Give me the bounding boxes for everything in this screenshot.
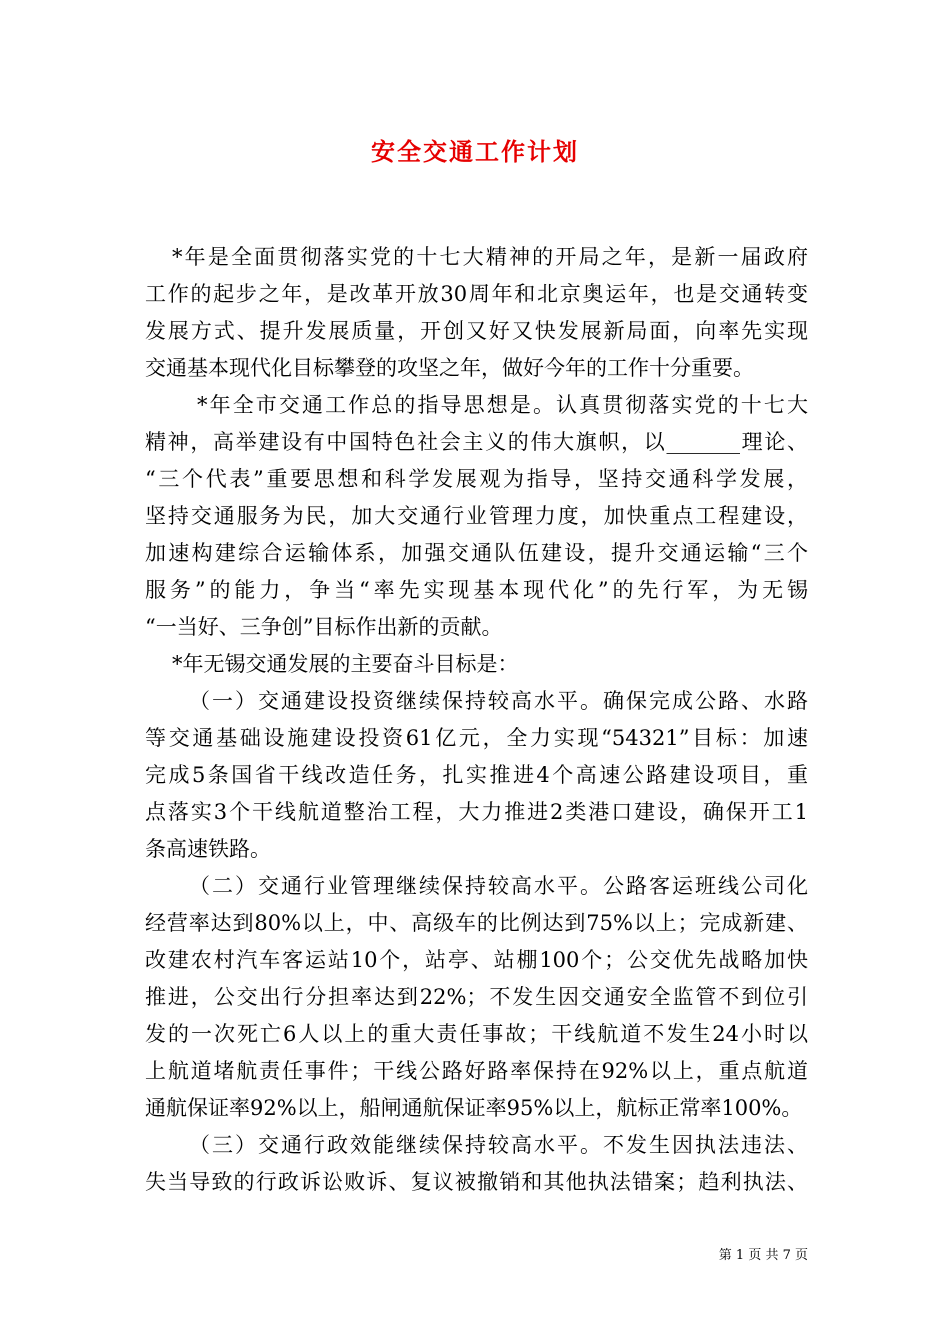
text-line: “一当好、三争创”目标作出新的贡献。 — [145, 615, 503, 639]
text-line: 发展方式、提升发展质量，开创又好又快发展新局面，向率先实现 — [145, 319, 808, 343]
text-line: （二）交通行业管理继续保持较高水平。公路客运班线公司化 — [189, 874, 808, 898]
text-line: 服务”的能力，争当“率先实现基本现代化”的先行军，为无锡 — [145, 578, 808, 602]
text-line: 失当导致的行政诉讼败诉、复议被撤销和其他执法错案；趋利执法、 — [145, 1170, 808, 1194]
paragraph-guiding-ideology — [145, 387, 808, 646]
text-line: 精神，高举建设有中国特色社会主义的伟大旗帜，以_______理论、 — [145, 430, 808, 454]
text-line: 坚持交通服务为民，加大交通行业管理力度，加快重点工程建设， — [145, 504, 808, 528]
text-line: 改建农村汽车客运站10个，站亭、站棚100个；公交优先战略加快 — [145, 948, 808, 972]
text-line: 点落实3个干线航道整治工程，大力推进2类港口建设，确保开工1 — [145, 800, 808, 824]
text-line: 等交通基础设施建设投资61亿元，全力实现“54321”目标：加速 — [145, 726, 808, 750]
document-title: 安全交通工作计划 — [371, 137, 579, 166]
text-line: *年无锡交通发展的主要奋斗目标是： — [172, 652, 519, 676]
paragraph-goal-2 — [145, 868, 808, 1127]
text-line: （三）交通行政效能继续保持较高水平。不发生因执法违法、 — [189, 1133, 808, 1157]
text-line: 通航保证率92%以上，船闸通航保证率95%以上，航标正常率100%。 — [145, 1096, 803, 1120]
text-line: *年全市交通工作总的指导思想是。认真贯彻落实党的十七大 — [197, 393, 808, 417]
paragraph-goal-3 — [145, 1127, 808, 1201]
text-line: 发的一次死亡6人以上的重大责任事故；干线航道不发生24小时以 — [145, 1022, 808, 1046]
text-line: *年是全面贯彻落实党的十七大精神的开局之年，是新一届政府 — [172, 245, 808, 269]
text-line: 工作的起步之年，是改革开放30周年和北京奥运年，也是交通转变 — [145, 282, 808, 306]
text-line: 条高速铁路。 — [145, 837, 271, 861]
text-line: 上航道堵航责任事件；干线公路好路率保持在92%以上，重点航道 — [145, 1059, 808, 1083]
text-line: 推进，公交出行分担率达到22%；不发生因交通安全监管不到位引 — [145, 985, 808, 1009]
text-line: 交通基本现代化目标攀登的攻坚之年，做好今年的工作十分重要。 — [145, 356, 754, 380]
text-line: 加速构建综合运输体系，加强交通队伍建设，提升交通运输“三个 — [145, 541, 808, 565]
text-line: “三个代表”重要思想和科学发展观为指导，坚持交通科学发展， — [145, 467, 808, 491]
paragraph-goal-1 — [145, 683, 808, 868]
page-number-footer: 第 1 页 共 7 页 — [718, 1248, 808, 1263]
paragraph-main-goals-heading — [145, 646, 808, 683]
text-line: 经营率达到80%以上，中、高级车的比例达到75%以上；完成新建、 — [145, 911, 808, 935]
paragraph-intro — [145, 239, 808, 387]
text-line: 完成5条国省干线改造任务，扎实推进4个高速公路建设项目，重 — [145, 763, 808, 787]
document-body — [145, 239, 808, 1201]
text-line: （一）交通建设投资继续保持较高水平。确保完成公路、水路 — [189, 689, 808, 713]
